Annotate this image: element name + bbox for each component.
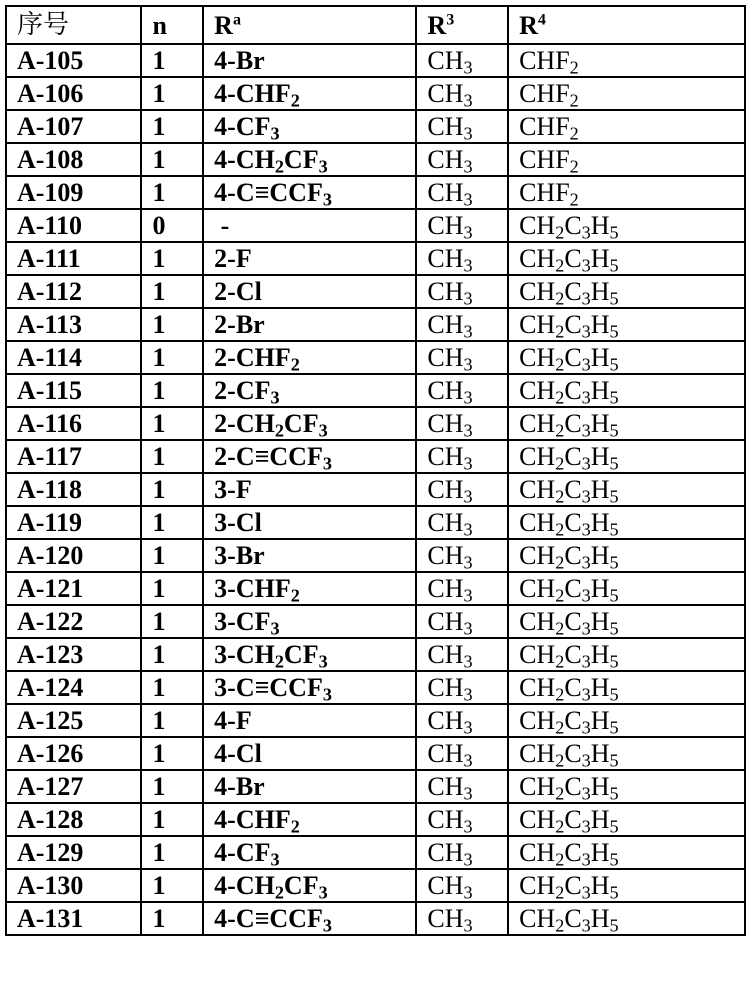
cell-r4: $CH_2C_3H_5$	[508, 803, 745, 836]
cell-r4: $CH_2C_3H_5$	[508, 836, 745, 869]
cell-serial-number: A-118	[6, 473, 141, 506]
cell-serial-number: A-117	[6, 440, 141, 473]
table-row	[6, 275, 745, 308]
table-row	[6, 770, 745, 803]
cell-serial-number: A-109	[6, 176, 141, 209]
cell-serial-number: A-106	[6, 77, 141, 110]
cell-r4: $CH_2C_3H_5$	[508, 704, 745, 737]
cell-r3: $CH_3$	[416, 44, 508, 77]
table-row	[6, 506, 745, 539]
cell-ra: $3-CHF_2$	[203, 572, 416, 605]
cell-r3: $CH_3$	[416, 209, 508, 242]
cell-ra: 3-Cl	[203, 506, 416, 539]
cell-r4: $CH_2C_3H_5$	[508, 671, 745, 704]
cell-ra: $4-CHF_2$	[203, 803, 416, 836]
cell-r3: $CH_3$	[416, 539, 508, 572]
cell-r3: $CH_3$	[416, 143, 508, 176]
cell-serial-number: A-124	[6, 671, 141, 704]
cell-n: 1	[141, 770, 203, 803]
cell-serial-number: A-111	[6, 242, 141, 275]
cell-r3: $CH_3$	[416, 77, 508, 110]
table-row	[6, 473, 745, 506]
cell-n: 1	[141, 539, 203, 572]
cell-n: 1	[141, 902, 203, 935]
cell-n: 1	[141, 143, 203, 176]
cell-n: 1	[141, 341, 203, 374]
table-row	[6, 902, 745, 935]
cell-r4: $CH_2C_3H_5$	[508, 638, 745, 671]
cell-r3: $CH_3$	[416, 572, 508, 605]
cell-serial-number: A-122	[6, 605, 141, 638]
cell-serial-number: A-130	[6, 869, 141, 902]
table-row	[6, 242, 745, 275]
cell-n: 1	[141, 440, 203, 473]
cell-r3: $CH_3$	[416, 176, 508, 209]
table-body	[6, 44, 745, 935]
cell-r3: $CH_3$	[416, 704, 508, 737]
cell-r3: $CH_3$	[416, 275, 508, 308]
cell-n: 1	[141, 473, 203, 506]
cell-r4: $CHF_2$	[508, 44, 745, 77]
cell-ra: $4-CF_3$	[203, 836, 416, 869]
cell-n: 1	[141, 374, 203, 407]
cell-ra: $2-CF_3$	[203, 374, 416, 407]
cell-ra: $2-C\equiv CCF_3$	[203, 440, 416, 473]
cell-r4: $CHF_2$	[508, 143, 745, 176]
cell-r4: $CH_2C_3H_5$	[508, 506, 745, 539]
cell-n: 1	[141, 44, 203, 77]
cell-r3: $CH_3$	[416, 770, 508, 803]
cell-r3: $CH_3$	[416, 473, 508, 506]
cell-ra: $3-CF_3$	[203, 605, 416, 638]
table-row	[6, 572, 745, 605]
cell-n: 1	[141, 737, 203, 770]
cell-r3: $CH_3$	[416, 374, 508, 407]
table-row	[6, 44, 745, 77]
cell-n: 1	[141, 638, 203, 671]
cell-r4: $CH_2C_3H_5$	[508, 407, 745, 440]
table-row	[6, 341, 745, 374]
cell-n: 1	[141, 275, 203, 308]
cell-r3: $CH_3$	[416, 803, 508, 836]
cell-r3: $CH_3$	[416, 407, 508, 440]
cell-n: 1	[141, 869, 203, 902]
cell-r4: $CH_2C_3H_5$	[508, 440, 745, 473]
table-header	[6, 6, 745, 44]
cell-n: 1	[141, 836, 203, 869]
cell-r4: $CH_2C_3H_5$	[508, 275, 745, 308]
table-row	[6, 803, 745, 836]
cell-ra: $2-CH_2CF_3$	[203, 407, 416, 440]
cell-r3: $CH_3$	[416, 110, 508, 143]
cell-ra: 3-Br	[203, 539, 416, 572]
cell-r4: $CH_2C_3H_5$	[508, 770, 745, 803]
cell-r4: $CH_2C_3H_5$	[508, 341, 745, 374]
cell-serial-number: A-107	[6, 110, 141, 143]
cell-n: 1	[141, 110, 203, 143]
table-row	[6, 605, 745, 638]
header-n: n	[141, 6, 203, 44]
cell-n: 1	[141, 176, 203, 209]
cell-serial-number: A-126	[6, 737, 141, 770]
cell-ra: $4-CH_2CF_3$	[203, 143, 416, 176]
table-row	[6, 176, 745, 209]
cell-r4: $CH_2C_3H_5$	[508, 308, 745, 341]
cell-ra: 4-Br	[203, 44, 416, 77]
cell-r4: $CH_2C_3H_5$	[508, 242, 745, 275]
table-row	[6, 440, 745, 473]
cell-n: 1	[141, 803, 203, 836]
cell-serial-number: A-121	[6, 572, 141, 605]
cell-n: 1	[141, 671, 203, 704]
cell-r3: $CH_3$	[416, 737, 508, 770]
cell-serial-number: A-119	[6, 506, 141, 539]
cell-serial-number: A-116	[6, 407, 141, 440]
cell-n: 1	[141, 572, 203, 605]
cell-r4: $CHF_2$	[508, 110, 745, 143]
cell-serial-number: A-128	[6, 803, 141, 836]
cell-r4: $CH_2C_3H_5$	[508, 209, 745, 242]
cell-r3: $CH_3$	[416, 242, 508, 275]
cell-n: 1	[141, 506, 203, 539]
cell-ra: $4-CF_3$	[203, 110, 416, 143]
table-row	[6, 143, 745, 176]
table-row	[6, 77, 745, 110]
cell-r3: $CH_3$	[416, 506, 508, 539]
cell-ra: 2-F	[203, 242, 416, 275]
cell-n: 1	[141, 407, 203, 440]
table-row	[6, 308, 745, 341]
cell-serial-number: A-110	[6, 209, 141, 242]
cell-n: 0	[141, 209, 203, 242]
cell-serial-number: A-127	[6, 770, 141, 803]
cell-r3: $CH_3$	[416, 308, 508, 341]
cell-serial-number: A-123	[6, 638, 141, 671]
cell-r4: $CH_2C_3H_5$	[508, 473, 745, 506]
cell-n: 1	[141, 605, 203, 638]
compound-table	[5, 5, 746, 936]
cell-ra: $4-CHF_2$	[203, 77, 416, 110]
cell-serial-number: A-129	[6, 836, 141, 869]
cell-serial-number: A-112	[6, 275, 141, 308]
header-ra: $R^a$	[203, 6, 416, 44]
cell-ra: $4-C\equiv CCF_3$	[203, 176, 416, 209]
cell-serial-number: A-125	[6, 704, 141, 737]
cell-ra: 2-Cl	[203, 275, 416, 308]
cell-n: 1	[141, 242, 203, 275]
table-row	[6, 110, 745, 143]
cell-r3: $CH_3$	[416, 341, 508, 374]
cell-ra: $3-CH_2CF_3$	[203, 638, 416, 671]
cell-r3: $CH_3$	[416, 605, 508, 638]
cell-r3: $CH_3$	[416, 902, 508, 935]
cell-ra: $3-C\equiv CCF_3$	[203, 671, 416, 704]
cell-n: 1	[141, 308, 203, 341]
cell-ra: -	[203, 209, 416, 242]
cell-r4: $CH_2C_3H_5$	[508, 869, 745, 902]
cell-ra: 4-Cl	[203, 737, 416, 770]
cell-ra: 2-Br	[203, 308, 416, 341]
cell-r4: $CH_2C_3H_5$	[508, 737, 745, 770]
cell-serial-number: A-115	[6, 374, 141, 407]
cell-r3: $CH_3$	[416, 440, 508, 473]
cell-r4: $CH_2C_3H_5$	[508, 902, 745, 935]
header-r4: $R^4$	[508, 6, 745, 44]
cell-r3: $CH_3$	[416, 869, 508, 902]
table-row	[6, 671, 745, 704]
table-row	[6, 869, 745, 902]
cell-ra: 4-F	[203, 704, 416, 737]
cell-ra: 3-F	[203, 473, 416, 506]
cell-serial-number: A-131	[6, 902, 141, 935]
cell-r4: $CHF_2$	[508, 176, 745, 209]
table-row	[6, 737, 745, 770]
cell-r3: $CH_3$	[416, 836, 508, 869]
cell-r3: $CH_3$	[416, 671, 508, 704]
cell-ra: 4-Br	[203, 770, 416, 803]
cell-serial-number: A-113	[6, 308, 141, 341]
cell-serial-number: A-120	[6, 539, 141, 572]
table-row	[6, 704, 745, 737]
cell-ra: $4-CH_2CF_3$	[203, 869, 416, 902]
cell-r3: $CH_3$	[416, 638, 508, 671]
table-row	[6, 539, 745, 572]
cell-serial-number: A-108	[6, 143, 141, 176]
header-r3: $R^3$	[416, 6, 508, 44]
cell-n: 1	[141, 77, 203, 110]
table-row	[6, 836, 745, 869]
cell-r4: $CH_2C_3H_5$	[508, 374, 745, 407]
cell-ra: $4-C\equiv CCF_3$	[203, 902, 416, 935]
table-row	[6, 374, 745, 407]
cell-serial-number: A-105	[6, 44, 141, 77]
cell-r4: $CH_2C_3H_5$	[508, 605, 745, 638]
header-row	[6, 6, 745, 44]
header-serial-number: 序号	[6, 6, 141, 44]
table-row	[6, 209, 745, 242]
table-row	[6, 638, 745, 671]
cell-ra: $2-CHF_2$	[203, 341, 416, 374]
cell-r4: $CH_2C_3H_5$	[508, 572, 745, 605]
cell-n: 1	[141, 704, 203, 737]
cell-r4: $CHF_2$	[508, 77, 745, 110]
cell-serial-number: A-114	[6, 341, 141, 374]
cell-r4: $CH_2C_3H_5$	[508, 539, 745, 572]
table-row	[6, 407, 745, 440]
